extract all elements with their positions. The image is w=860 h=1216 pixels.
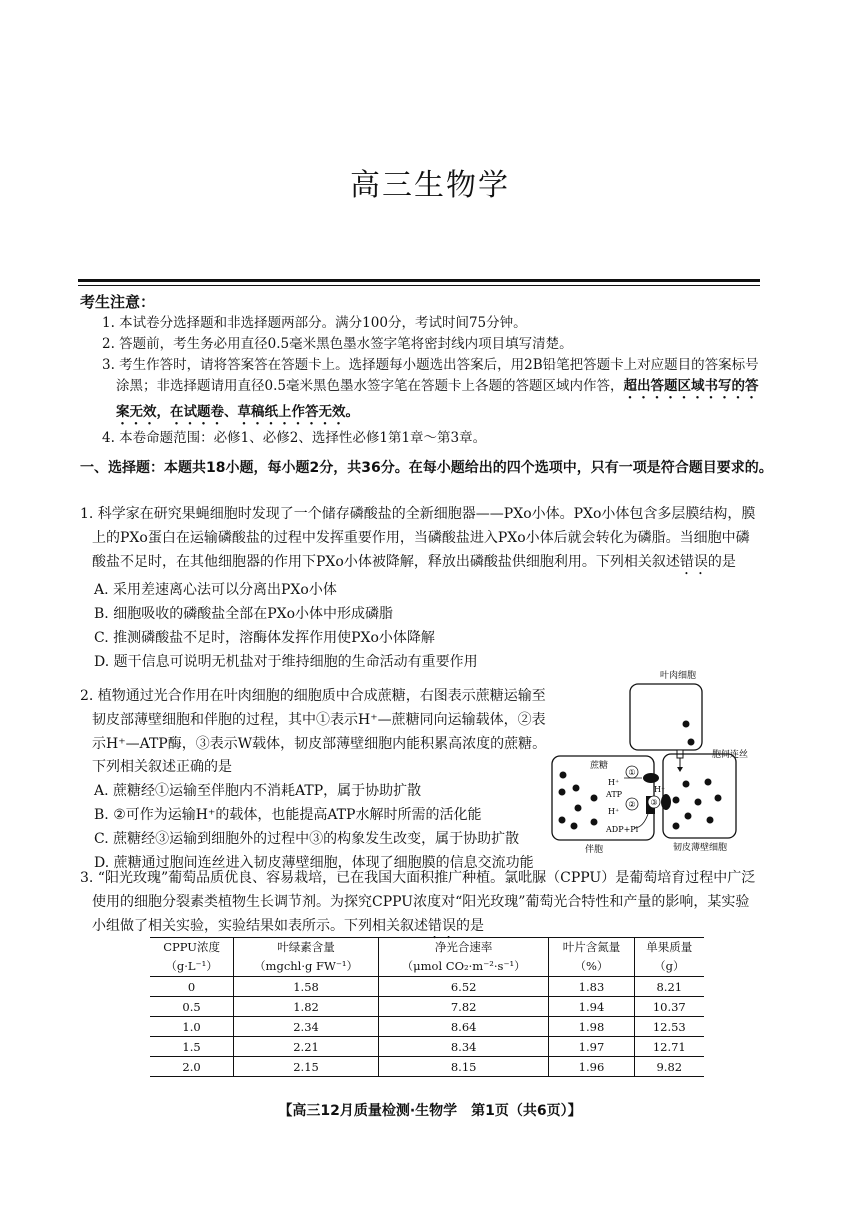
- option-b: B. ②可作为运输H⁺的载体，也能提高ATP水解时所需的活化能: [94, 806, 482, 823]
- stem-text: 3. “阳光玫瑰”葡萄品质优良、容易栽培，已在我国大面积推广种植。氯吡脲（CPPU）是葡萄培育过程中广泛使用的细胞分裂素类植物生长调节剂。为探究CPPU浓度对“阳光玫瑰”葡萄光合特性和产量的影响，某实验小组做了相关实验，实验结果如表所示。下列相关叙述: [80, 870, 756, 934]
- section-heading: 一、选择题：本题共18小题，每小题2分，共36分。在每小题给出的四个选项中，只有一项是符合题目要求的。: [80, 460, 773, 476]
- sucrose-dot: [591, 795, 598, 802]
- option-c: C. 推测磷酸盐不足时，溶酶体发挥作用使PXo小体降解: [94, 630, 435, 646]
- table-cell: 1.98: [549, 1017, 634, 1037]
- sucrose-dot: [591, 819, 598, 826]
- table-header: 单果质量: [646, 940, 693, 954]
- sucrose-dot: [573, 785, 580, 792]
- table-cell: 12.53: [634, 1017, 704, 1037]
- sucrose-dot: [559, 817, 566, 824]
- stem-emphasis: 错误: [679, 554, 708, 570]
- stem-emphasis: 错误: [428, 918, 456, 934]
- sucrose-dot: [559, 789, 566, 796]
- table-cell: 6.52: [378, 977, 548, 997]
- table-header: 净光合速率: [378, 938, 548, 958]
- sucrose-dot: [688, 739, 695, 746]
- transporter-1: [643, 773, 659, 783]
- label-sucrose: 蔗糖: [590, 761, 609, 771]
- sucrose-dot: [707, 817, 714, 824]
- sucrose-dot: [673, 823, 680, 830]
- divider: [78, 285, 760, 286]
- option-b: B. 细胞吸收的磷酸盐全部在PXo小体中形成磷脂: [94, 606, 394, 622]
- table-unit: （mgchl·g FW⁻¹）: [234, 957, 379, 977]
- table-cell: 1.58: [234, 977, 379, 997]
- question-stem: 2. 植物通过光合作用在叶肉细胞的细胞质中合成蔗糖，右图表示蔗糖运输至韧皮部薄壁细胞和伴胞的过程，其中①表示H⁺—蔗糖同向运输载体，②表示H⁺—ATP酶，③表示W载体，韧皮部薄壁细胞内能积累高浓度的蔗糖。下列相关叙述正确的是: [80, 688, 547, 776]
- table-cell: 1.94: [549, 997, 634, 1017]
- table-cell: 1.0: [150, 1017, 234, 1037]
- option-d: D. 蔗糖通过胞间连丝进入韧皮薄壁细胞，体现了细胞膜的信息交流功能: [94, 854, 534, 871]
- table-cell: 7.82: [378, 997, 548, 1017]
- table-cell: 8.21: [634, 977, 704, 997]
- sucrose-dot: [575, 805, 582, 812]
- question-3: [80, 866, 760, 942]
- table-unit: （g·L⁻¹）: [150, 957, 234, 977]
- table-header: CPPU浓度: [150, 938, 234, 958]
- table-cell: 0.5: [150, 997, 234, 1017]
- sucrose-dot: [715, 795, 722, 802]
- label-plasmodesma: 胞间连丝: [712, 750, 749, 760]
- question-1: [80, 502, 760, 674]
- label-h3: H⁺: [654, 785, 666, 794]
- table-cell: 2.15: [234, 1057, 379, 1077]
- table-header: 叶绿素含量: [234, 938, 379, 958]
- transporter-3: [661, 794, 671, 810]
- table-cell: 12.71: [634, 1037, 704, 1057]
- sucrose-dot: [560, 772, 567, 779]
- label-1: ①: [628, 768, 636, 777]
- sucrose-dot: [683, 721, 690, 728]
- sucrose-dot: [685, 813, 692, 820]
- label-2: ②: [628, 800, 636, 809]
- table-cell: 2.34: [234, 1017, 379, 1037]
- sucrose-transport-diagram: [548, 664, 749, 860]
- table-row: [150, 1057, 704, 1077]
- table-cell: 2.0: [150, 1057, 234, 1077]
- table-unit: （%）: [549, 957, 634, 977]
- page-footer: 【高三12月质量检测·生物学 第1页（共6页）】: [278, 1103, 582, 1119]
- table-cell: 0: [150, 977, 234, 997]
- table-cell: 9.82: [634, 1057, 704, 1077]
- option-d: D. 题干信息可说明无机盐对于维持细胞的生命活动有重要作用: [94, 654, 478, 670]
- notice-heading: 考生注意：: [80, 293, 156, 311]
- notice-item: 4. 本卷命题范围：必修1、必修2、选择性必修1第1章～第3章。: [102, 430, 487, 446]
- notice-item: 2. 答题前，考生务必用直径0.5毫米黑色墨水签字笔将密封线内项目填写清楚。: [102, 336, 573, 352]
- table-cell: 2.21: [234, 1037, 379, 1057]
- stem-tail: 的是: [456, 918, 484, 934]
- question-stem: [80, 866, 760, 942]
- question-2: [80, 685, 548, 875]
- divider: [78, 279, 760, 282]
- stem-text: 1. 科学家在研究果蝇细胞时发现了一个储存磷酸盐的全新细胞器——PXo小体。PXo小体包含多层膜结构，膜上的PXo蛋白在运输磷酸盐的过程中发挥重要作用，当磷酸盐进入PXo小体后就会转化为磷脂。当细胞中磷酸盐不足时，在其他细胞器的作用下PXo小体被降解，释放出磷酸盐供细胞利用。下列相关叙述: [80, 506, 756, 570]
- label-parenchyma: 韧皮薄壁细胞: [672, 843, 728, 853]
- table-cell: 10.37: [634, 997, 704, 1017]
- notice-item-text: 3. 考生作答时，请将答案答在答题卡上。选择题每小题选出答案后，用2B铅笔把答题卡上对应题目的答案标号涂黑；非选择题请用直径0.5毫米黑色墨水签字笔在答题卡上各题的答题区域内作答，: [102, 357, 759, 394]
- question-stem: [80, 502, 760, 578]
- option-a: A. 采用差速离心法可以分离出PXo小体: [94, 582, 337, 598]
- option-a: A. 蔗糖经①运输至伴胞内不消耗ATP，属于协助扩散: [94, 783, 422, 800]
- notice-item: 1. 本试卷分选择题和非选择题两部分。满分100分，考试时间75分钟。: [102, 315, 527, 331]
- option-c: C. 蔗糖经③运输到细胞外的过程中③的构象发生改变，属于协助扩散: [94, 830, 520, 847]
- label-3: ③: [650, 798, 658, 807]
- label-mesophyll: 叶肉细胞: [659, 671, 697, 681]
- sucrose-dot: [705, 779, 712, 786]
- table-header: 叶片含氮量: [549, 938, 634, 958]
- table-unit: （μmol CO₂·m⁻²·s⁻¹）: [378, 957, 548, 977]
- sucrose-dot: [695, 799, 702, 806]
- label-h2: H⁺: [608, 807, 620, 816]
- results-table: [150, 937, 704, 1077]
- notice-item: [80, 355, 760, 428]
- table-row: [150, 1017, 704, 1037]
- label-companion: 伴胞: [584, 845, 604, 855]
- table-cell: 1.82: [234, 997, 379, 1017]
- table-cell: 1.5: [150, 1037, 234, 1057]
- table-row: [150, 1037, 704, 1057]
- table-row: [150, 977, 704, 997]
- table-cell: 8.64: [378, 1017, 548, 1037]
- notice-block: [80, 292, 760, 449]
- table-unit: （g）: [634, 957, 704, 977]
- label-atp: ATP: [606, 790, 623, 799]
- sucrose-dot: [571, 823, 578, 830]
- table-row: [150, 997, 704, 1017]
- table-cell: 8.34: [378, 1037, 548, 1057]
- table-cell: 1.96: [549, 1057, 634, 1077]
- table-cell: 1.97: [549, 1037, 634, 1057]
- label-h1: H⁺: [608, 778, 620, 787]
- arrow-head: [677, 767, 683, 772]
- stem-tail: 的是: [707, 554, 736, 570]
- label-adp: ADP+Pi: [606, 825, 639, 834]
- table-cell: 8.15: [378, 1057, 548, 1077]
- sucrose-dot: [673, 797, 680, 804]
- table-cell: 1.83: [549, 977, 634, 997]
- notice-emphasis: 超出答题区域书写的答案无效，在试题卷、草稿纸上作答无效。: [116, 378, 759, 420]
- page-title: 高三生物学: [350, 168, 510, 203]
- sucrose-dot: [683, 781, 690, 788]
